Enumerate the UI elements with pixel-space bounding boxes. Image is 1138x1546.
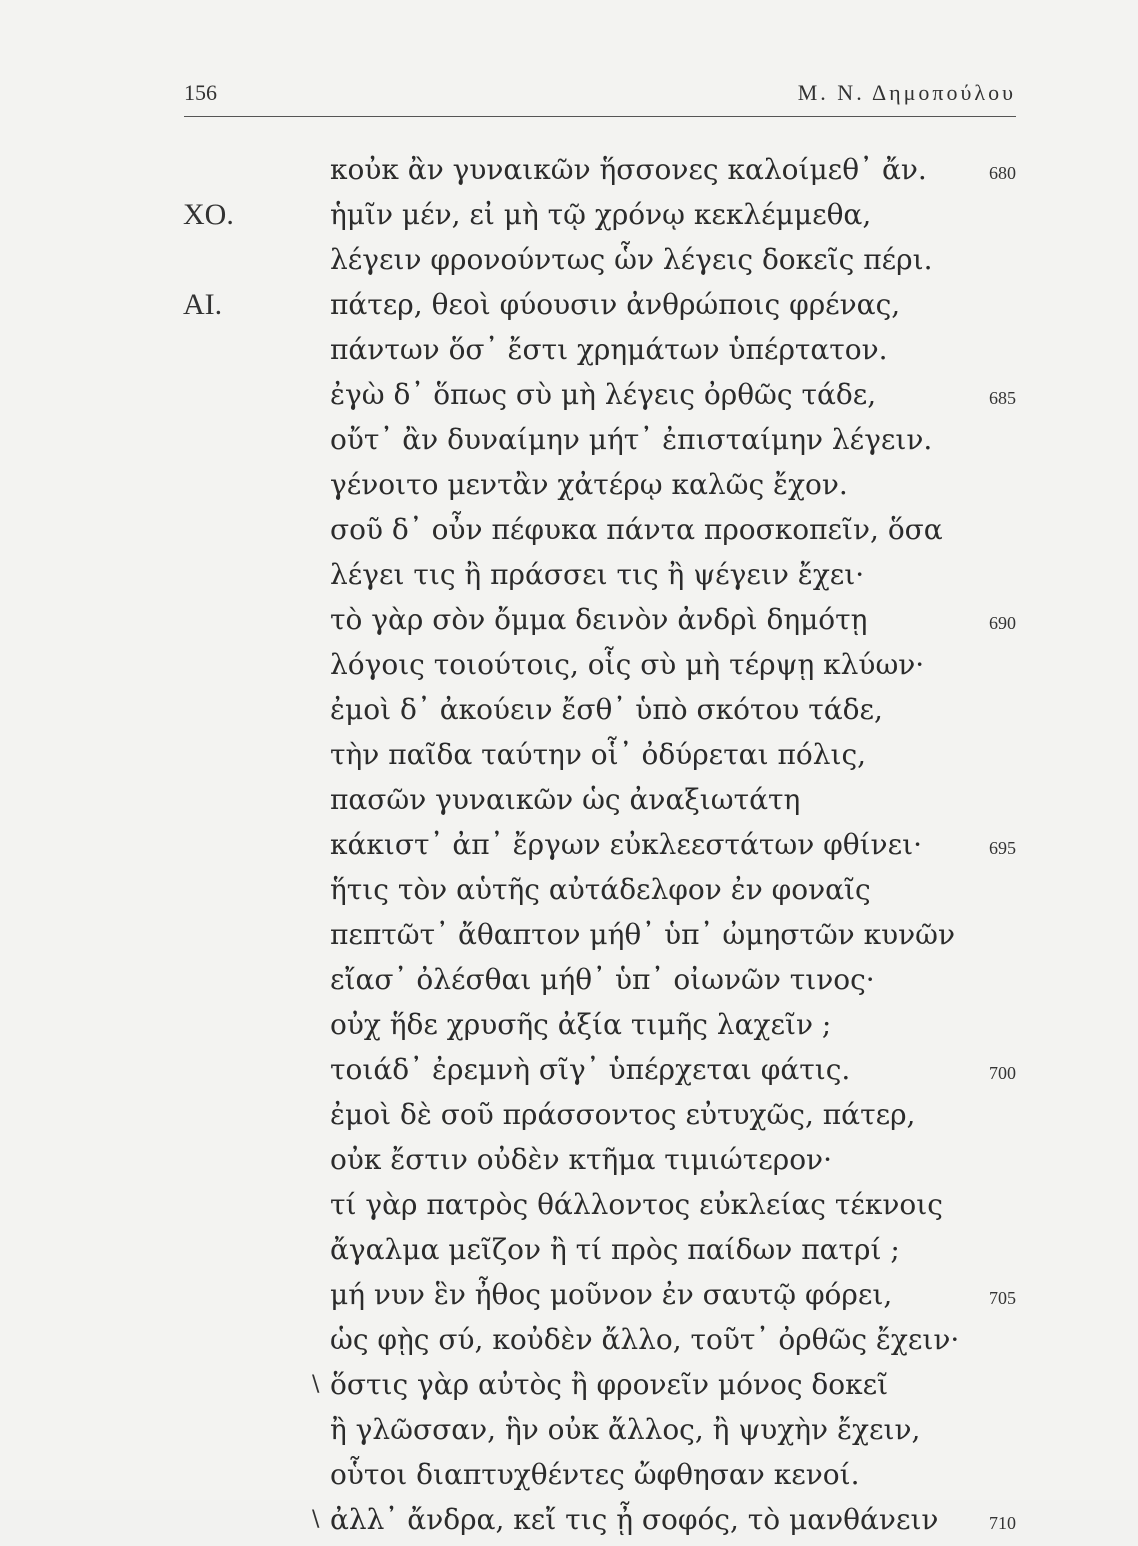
verse-line xyxy=(0,147,1138,192)
margin-mark: \ xyxy=(312,1372,320,1397)
verse-line xyxy=(0,237,1138,282)
verse-line xyxy=(0,1407,1138,1452)
verse-text: εἴασ᾽ ὀλέσθαι μήθ᾽ ὑπ᾽ οἰωνῶν τινος· xyxy=(330,963,875,996)
speaker-label: ΧΟ. xyxy=(183,198,234,231)
verse-text: ἐμοὶ δ᾽ ἀκούειν ἔσθ᾽ ὑπὸ σκότου τάδε, xyxy=(330,693,883,726)
verse-text: πάτερ, θεοὶ φύουσιν ἀνθρώποις φρένας, xyxy=(330,288,901,321)
verse-text: λόγοις τοιούτοις, οἷς σὺ μὴ τέρψῃ κλύων· xyxy=(330,648,925,681)
verse-line xyxy=(0,822,1138,867)
verse-line xyxy=(0,1497,1138,1542)
verse-line xyxy=(0,327,1138,372)
verse-line xyxy=(0,462,1138,507)
verse-line xyxy=(0,192,1138,237)
line-number: 710 xyxy=(989,1513,1016,1533)
verse-line xyxy=(0,1137,1138,1182)
line-number: 690 xyxy=(989,613,1016,633)
verse-line xyxy=(0,507,1138,552)
line-number: 695 xyxy=(989,838,1016,858)
running-head xyxy=(184,80,1016,110)
verse-line xyxy=(0,777,1138,822)
verse-text: ἀλλ᾽ ἄνδρα, κεἴ τις ᾖ σοφός, τὸ μανθάνειν xyxy=(330,1503,939,1536)
verse-text: πεπτῶτ᾽ ἄθαπτον μήθ᾽ ὑπ᾽ ὠμηστῶν κυνῶν xyxy=(330,918,955,951)
verse-line xyxy=(0,417,1138,462)
verse-line xyxy=(0,1317,1138,1362)
verse-line xyxy=(0,1182,1138,1227)
verse-line xyxy=(0,1092,1138,1137)
page-number: 156 xyxy=(184,80,217,105)
verse-text: πασῶν γυναικῶν ὡς ἀναξιωτάτη xyxy=(330,783,801,816)
verse-line xyxy=(0,1362,1138,1407)
verse-line xyxy=(0,597,1138,642)
speaker-label: ΑΙ. xyxy=(183,288,223,321)
verse-line xyxy=(0,372,1138,417)
verse-text: οὐκ ἔστιν οὐδὲν κτῆμα τιμιώτερον· xyxy=(330,1143,832,1176)
verse-text: λέγει τις ἢ πράσσει τις ἢ ψέγειν ἔχει· xyxy=(330,558,865,591)
verse-text: κάκιστ᾽ ἀπ᾽ ἔργων εὐκλεεστάτων φθίνει· xyxy=(330,828,922,861)
verse-text: τὴν παῖδα ταύτην οἷ᾽ ὀδύρεται πόλις, xyxy=(330,738,867,771)
line-number: 700 xyxy=(989,1063,1016,1083)
verse-text: ἄγαλμα μεῖζον ἢ τί πρὸς παίδων πατρί ; xyxy=(330,1233,900,1266)
verse-text: τί γὰρ πατρὸς θάλλοντος εὐκλείας τέκνοις xyxy=(330,1188,943,1221)
verse-text: κοὐκ ἂν γυναικῶν ἥσσονες καλοίμεθ᾽ ἄν. xyxy=(330,153,927,186)
verse-line xyxy=(0,912,1138,957)
verse-line xyxy=(0,282,1138,327)
verse-line xyxy=(0,1047,1138,1092)
verse-text: ἐγὼ δ᾽ ὅπως σὺ μὴ λέγεις ὀρθῶς τάδε, xyxy=(330,378,877,411)
verse-line xyxy=(0,1227,1138,1272)
line-number: 705 xyxy=(989,1288,1016,1308)
verse-text: σοῦ δ᾽ οὖν πέφυκα πάντα προσκοπεῖν, ὅσα xyxy=(330,513,943,546)
verse-text: τοιάδ᾽ ἐρεμνὴ σῖγ᾽ ὑπέρχεται φάτις. xyxy=(330,1053,851,1086)
verse-line xyxy=(0,867,1138,912)
verse-text: ἡμῖν μέν, εἰ μὴ τῷ χρόνῳ κεκλέμμεθα, xyxy=(330,198,872,231)
verse-text: οὐχ ἥδε χρυσῆς ἀξία τιμῆς λαχεῖν ; xyxy=(330,1008,832,1041)
verse-line xyxy=(0,1002,1138,1047)
verse-text: ὡς φῂς σύ, κοὐδὲν ἄλλο, τοῦτ᾽ ὀρθῶς ἔχειν· xyxy=(330,1323,960,1356)
verse-text: γένοιτο μεντἂν χἀτέρῳ καλῶς ἔχον. xyxy=(330,468,848,501)
header-rule xyxy=(184,116,1016,117)
line-number: 680 xyxy=(989,163,1016,183)
verse-text: ὅστις γὰρ αὐτὸς ἢ φρονεῖν μόνος δοκεῖ xyxy=(330,1368,889,1401)
verse-text: ἐμοὶ δὲ σοῦ πράσσοντος εὐτυχῶς, πάτερ, xyxy=(330,1098,916,1131)
margin-mark: \ xyxy=(312,1507,320,1532)
verse-text: πάντων ὅσ᾽ ἔστι χρημάτων ὑπέρτατον. xyxy=(330,333,888,366)
verse-line xyxy=(0,1452,1138,1497)
verse-line xyxy=(0,642,1138,687)
verse-line xyxy=(0,732,1138,777)
verse-line xyxy=(0,552,1138,597)
verse-text: μή νυν ἓν ἦθος μοῦνον ἐν σαυτῷ φόρει, xyxy=(330,1278,893,1311)
verse-line xyxy=(0,957,1138,1002)
verse-text: ἥτις τὸν αὑτῆς αὐτάδελφον ἐν φοναῖς xyxy=(330,873,871,906)
line-number: 685 xyxy=(989,388,1016,408)
verse-block xyxy=(0,147,1138,1542)
verse-text: οὔτ᾽ ἂν δυναίμην μήτ᾽ ἐπισταίμην λέγειν. xyxy=(330,423,933,456)
verse-text: ἢ γλῶσσαν, ἣν οὐκ ἄλλος, ἢ ψυχὴν ἔχειν, xyxy=(330,1413,921,1446)
verse-text: οὗτοι διαπτυχθέντες ὤφθησαν κενοί. xyxy=(330,1458,860,1491)
verse-text: τὸ γὰρ σὸν ὄμμα δεινὸν ἀνδρὶ δημότῃ xyxy=(330,603,868,636)
running-head-author: Μ. Ν. Δημοπούλου xyxy=(797,80,1016,105)
verse-line xyxy=(0,687,1138,732)
verse-text: λέγειν φρονούντως ὧν λέγεις δοκεῖς πέρι. xyxy=(330,243,933,276)
verse-line xyxy=(0,1272,1138,1317)
